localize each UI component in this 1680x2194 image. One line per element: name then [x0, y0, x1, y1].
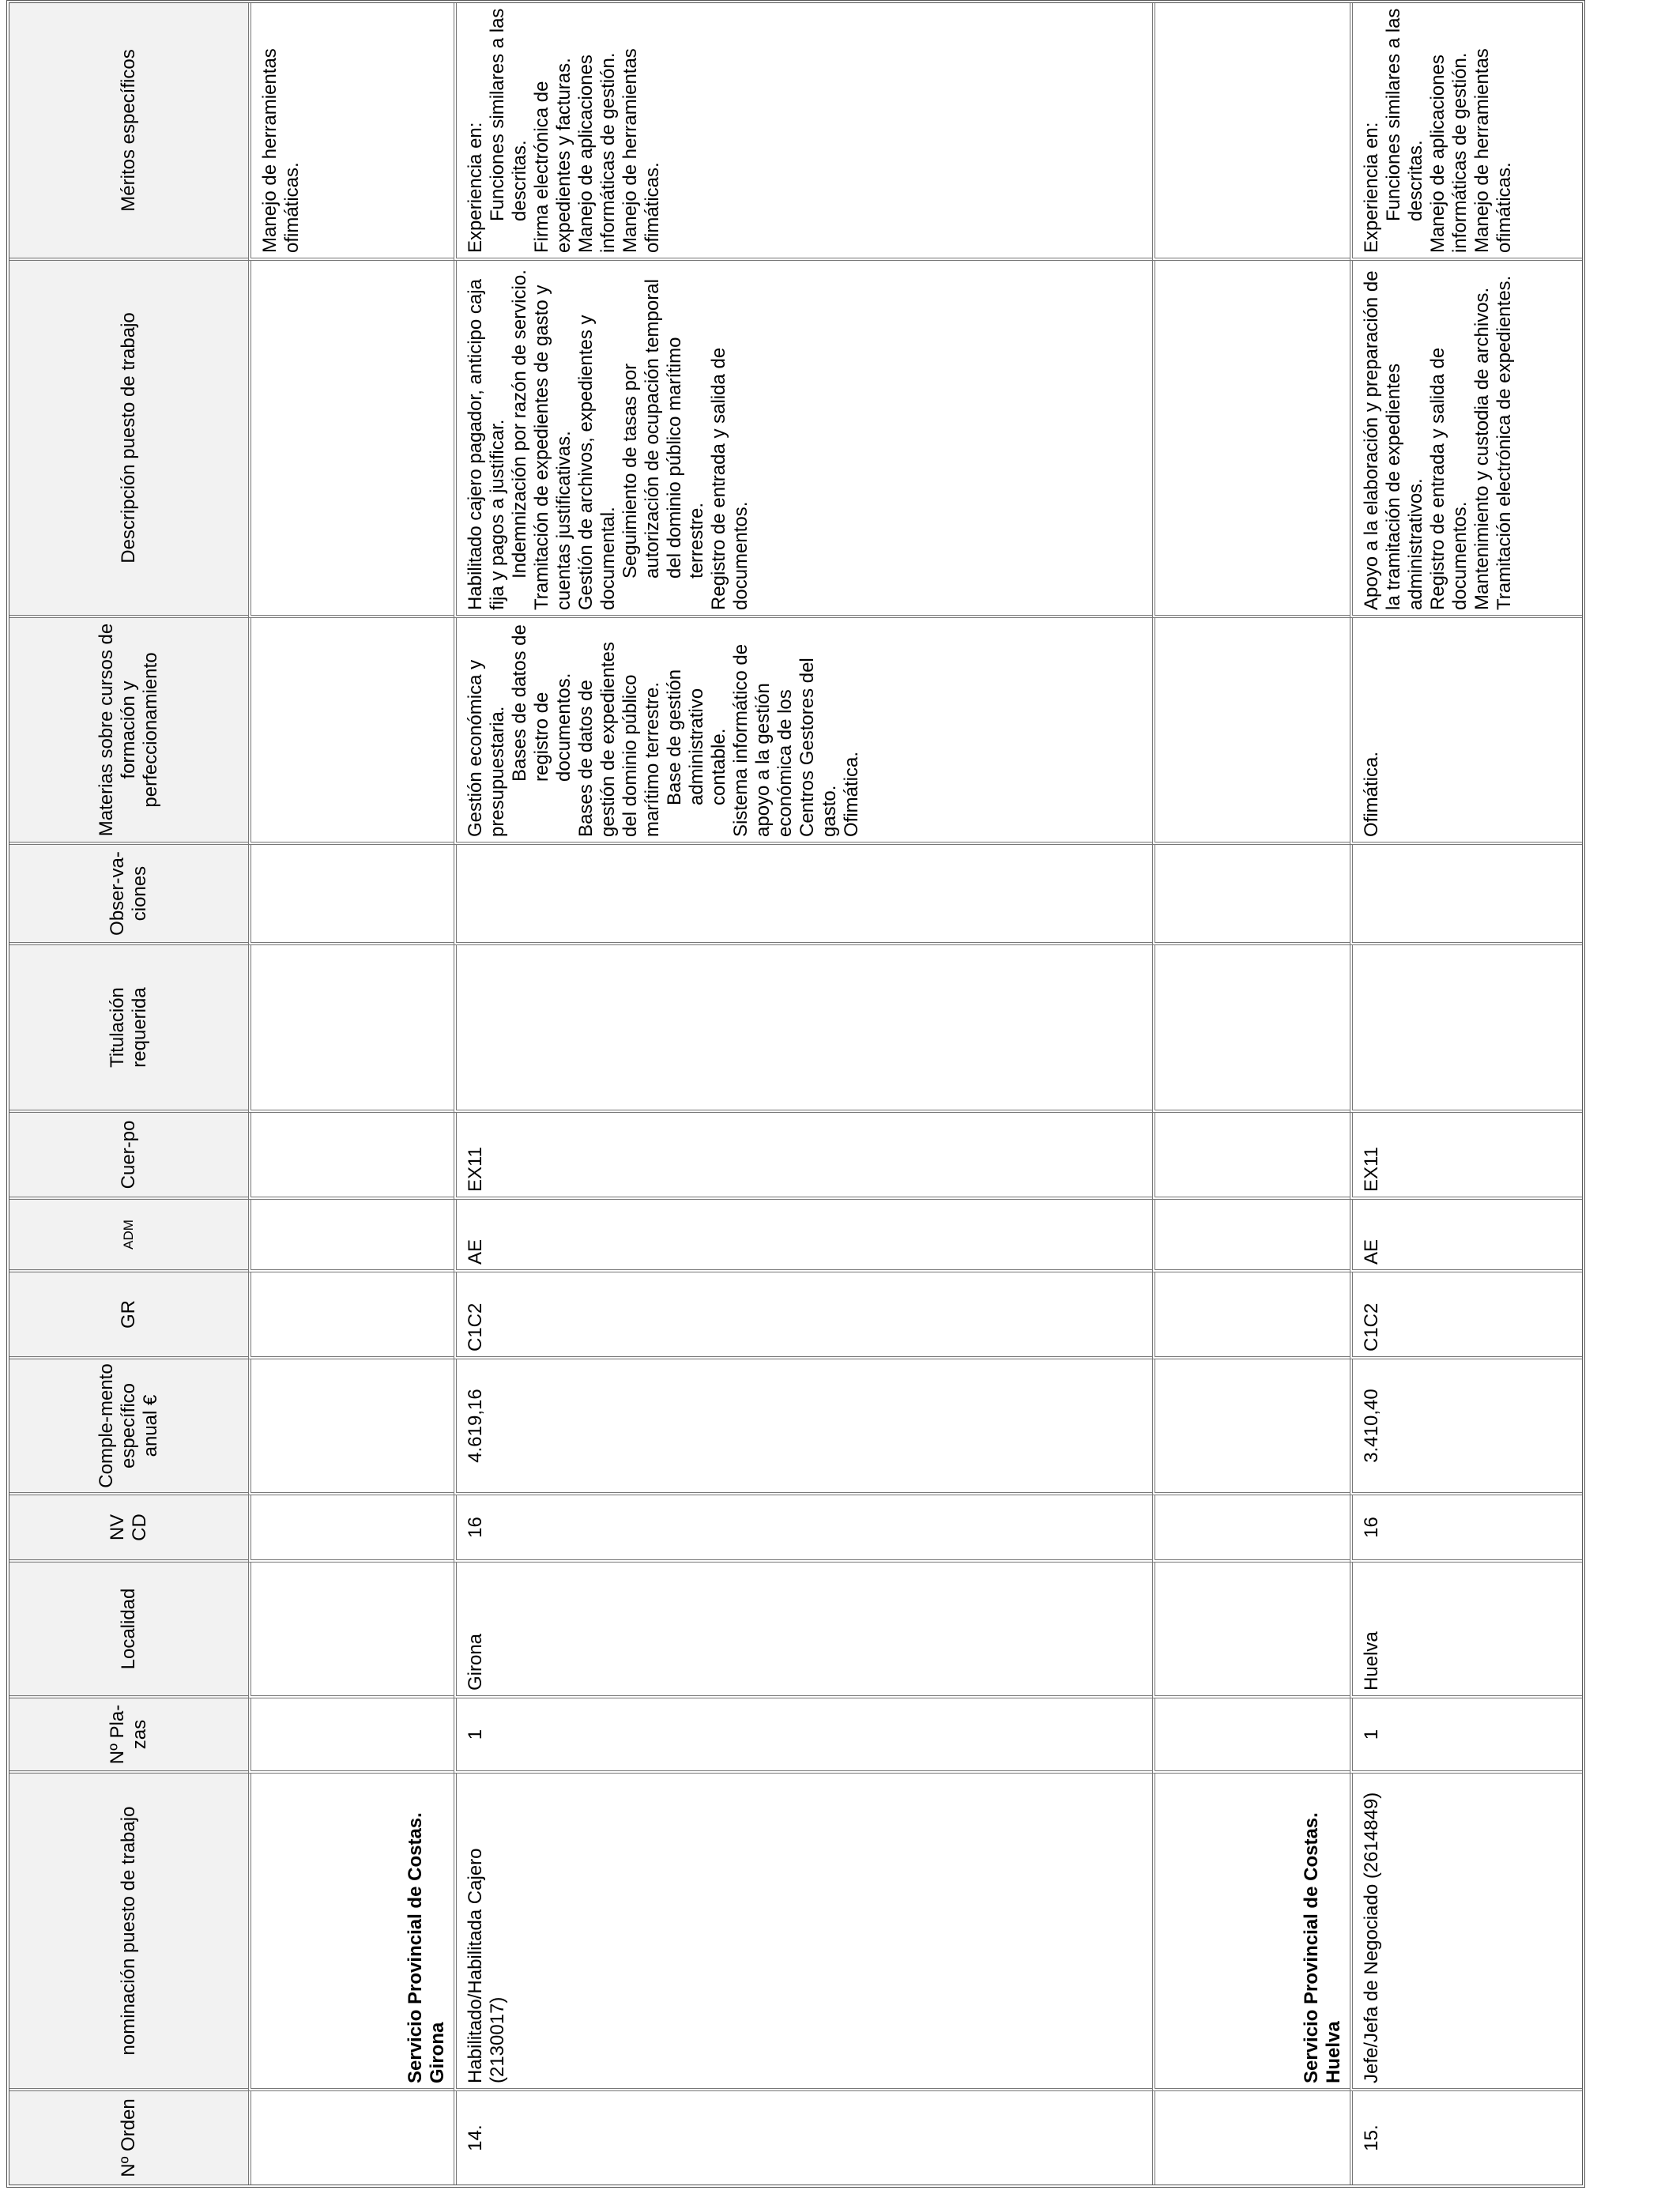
cell-grupo: C1C2 — [454, 1272, 1152, 1359]
empty-cell — [248, 1698, 454, 1774]
materia-item: Ofimática. — [1361, 751, 1382, 837]
section-row-girona — [248, 3, 454, 2185]
descripcion-item: Mantenimiento y custodia de archivos. — [1471, 287, 1493, 610]
empty-cell — [1152, 1698, 1350, 1774]
merito-item: Experiencia en: — [465, 122, 486, 253]
header-titulacion: Titulación requerida — [9, 945, 248, 1113]
cell-observaciones — [454, 845, 1152, 945]
header-materias: Materias sobre cursos de formación y perfeccionamiento — [9, 618, 248, 845]
cell-orden: 14. — [454, 2091, 1152, 2185]
empty-cell — [248, 1495, 454, 1563]
rotated-page — [6, 6, 1515, 2188]
descripcion-item: Seguimiento de tasas por autorización de ocupación temporal del dominio público marítimo terrestre. — [620, 279, 707, 579]
empty-cell — [1152, 3, 1350, 261]
empty-cell — [1152, 618, 1350, 845]
merito-item: Firma electrónica de expedientes y facturas. — [531, 58, 574, 253]
descripcion-item: Tramitación de expedientes de gasto y cuentas justificativas. — [531, 285, 574, 610]
cell-orden: 15. — [1350, 2091, 1582, 2185]
header-nivel: NV CD — [9, 1495, 248, 1563]
empty-cell — [248, 845, 454, 945]
cell-cuerpo: EX11 — [1350, 1113, 1582, 1200]
cell-observaciones — [1350, 845, 1582, 945]
header-plazas: Nº Pla-zas — [9, 1698, 248, 1774]
header-descripcion: Descripción puesto de trabajo — [9, 261, 248, 618]
empty-cell — [248, 1113, 454, 1200]
cell-nivel: 16 — [454, 1495, 1152, 1563]
empty-cell — [248, 1200, 454, 1272]
cell-complemento: 4.619,16 — [454, 1359, 1152, 1495]
cell-denominacion: Habilitado/Habilitada Cajero (2130017) — [454, 1774, 1152, 2091]
empty-cell — [1152, 261, 1350, 618]
section-orden-empty — [248, 2091, 454, 2185]
empty-cell — [1152, 1113, 1350, 1200]
descripcion-item: Habilitado cajero pagador, anticipo caja fija y pagos a justificar. — [465, 279, 508, 610]
section-orden-empty — [1152, 2091, 1350, 2185]
cell-grupo: C1C2 — [1350, 1272, 1582, 1359]
cell-cuerpo: EX11 — [454, 1113, 1152, 1200]
cell-descripcion — [1350, 261, 1582, 618]
empty-cell — [1152, 1272, 1350, 1359]
header-grupo: GR — [9, 1272, 248, 1359]
merito-item: Funciones similares a las descritas. — [1383, 8, 1426, 221]
descripcion-item: Gestión de archivos, expedientes y documental. — [575, 315, 619, 610]
cell-meritos — [1350, 3, 1582, 261]
positions-table — [6, 0, 1585, 2188]
header-localidad: Localidad — [9, 1563, 248, 1698]
header-meritos: Méritos específicos — [9, 3, 248, 261]
header-denominacion: nominación puesto de trabajo — [9, 1774, 248, 2091]
descripcion-item: Indemnización por razón de servicio. — [509, 270, 530, 579]
descripcion-item: Tramitación electrónica de expedientes. — [1494, 275, 1515, 610]
empty-cell — [1152, 1359, 1350, 1495]
descripcion-item: Registro de entrada y salida de documentos. — [1427, 347, 1471, 610]
table-row — [1350, 3, 1582, 2185]
cell-adm: AE — [1350, 1200, 1582, 1272]
table-row — [454, 3, 1152, 2185]
empty-cell — [1152, 1563, 1350, 1698]
cell-complemento: 3.410,40 — [1350, 1359, 1582, 1495]
merito-item: Experiencia en: — [1361, 122, 1382, 253]
header-cuerpo: Cuer-po — [9, 1113, 248, 1200]
cell-nivel: 16 — [1350, 1495, 1582, 1563]
cell-titulacion — [454, 945, 1152, 1113]
empty-cell — [1152, 845, 1350, 945]
cell-descripcion — [454, 261, 1152, 618]
empty-cell — [248, 1359, 454, 1495]
merito-item: Manejo de aplicaciones informáticas de gestión. — [575, 52, 619, 253]
materia-item: Bases de datos de registro de documentos. — [509, 624, 574, 782]
cell-localidad: Huelva — [1350, 1563, 1582, 1698]
cell-adm: AE — [454, 1200, 1152, 1272]
materia-item: Base de gestión administrativo contable. — [664, 669, 729, 805]
descripcion-item: Registro de entrada y salida de documentos. — [708, 347, 751, 610]
materia-item: Sistema informático de apoyo a la gestión económica de los Centros Gestores del gasto. — [730, 643, 840, 837]
header-adm: ADM — [9, 1200, 248, 1272]
merito-item: Funciones similares a las descritas. — [487, 8, 530, 221]
cell-localidad: Girona — [454, 1563, 1152, 1698]
empty-cell — [248, 1272, 454, 1359]
empty-cell — [248, 1563, 454, 1698]
header-orden: Nº Orden — [9, 2091, 248, 2185]
cell-plazas: 1 — [1350, 1698, 1582, 1774]
cell-titulacion — [1350, 945, 1582, 1113]
merito-item: Manejo de herramientas ofimáticas. — [620, 48, 663, 253]
header-row — [9, 3, 248, 2185]
cell-denominacion: Jefe/Jefa de Negociado (2614849) — [1350, 1774, 1582, 2091]
empty-cell — [1152, 1200, 1350, 1272]
cell-materias — [454, 618, 1152, 845]
descripcion-item: Apoyo a la elaboración y preparación de la tramitación de expedientes administrativos. — [1361, 270, 1426, 610]
cell-plazas: 1 — [454, 1698, 1152, 1774]
materia-item: Ofimática. — [841, 751, 862, 837]
section-row-huelva — [1152, 3, 1350, 2185]
header-observaciones: Obser-va-ciones — [9, 845, 248, 945]
cell-meritos — [454, 3, 1152, 261]
cell-materias — [1350, 618, 1582, 845]
section-title: Servicio Provincial de Costas. Huelva — [1152, 1774, 1350, 2091]
empty-cell — [248, 618, 454, 845]
merito-item: Manejo de herramientas ofimáticas. — [1471, 48, 1515, 253]
empty-cell — [1152, 945, 1350, 1113]
materia-item: Bases de datos de gestión de expedientes del dominio público marítimo terrestre. — [575, 642, 663, 837]
empty-cell — [248, 261, 454, 618]
section-title: Servicio Provincial de Costas. Girona — [248, 1774, 454, 2091]
header-complemento: Comple-mento específico anual € — [9, 1359, 248, 1495]
materia-item: Gestión económica y presupuestaria. — [465, 659, 508, 837]
empty-cell — [248, 945, 454, 1113]
section-meritos: Manejo de herramientas ofimáticas. — [248, 3, 454, 261]
merito-item: Manejo de aplicaciones informáticas de gestión. — [1427, 52, 1471, 253]
empty-cell — [1152, 1495, 1350, 1563]
